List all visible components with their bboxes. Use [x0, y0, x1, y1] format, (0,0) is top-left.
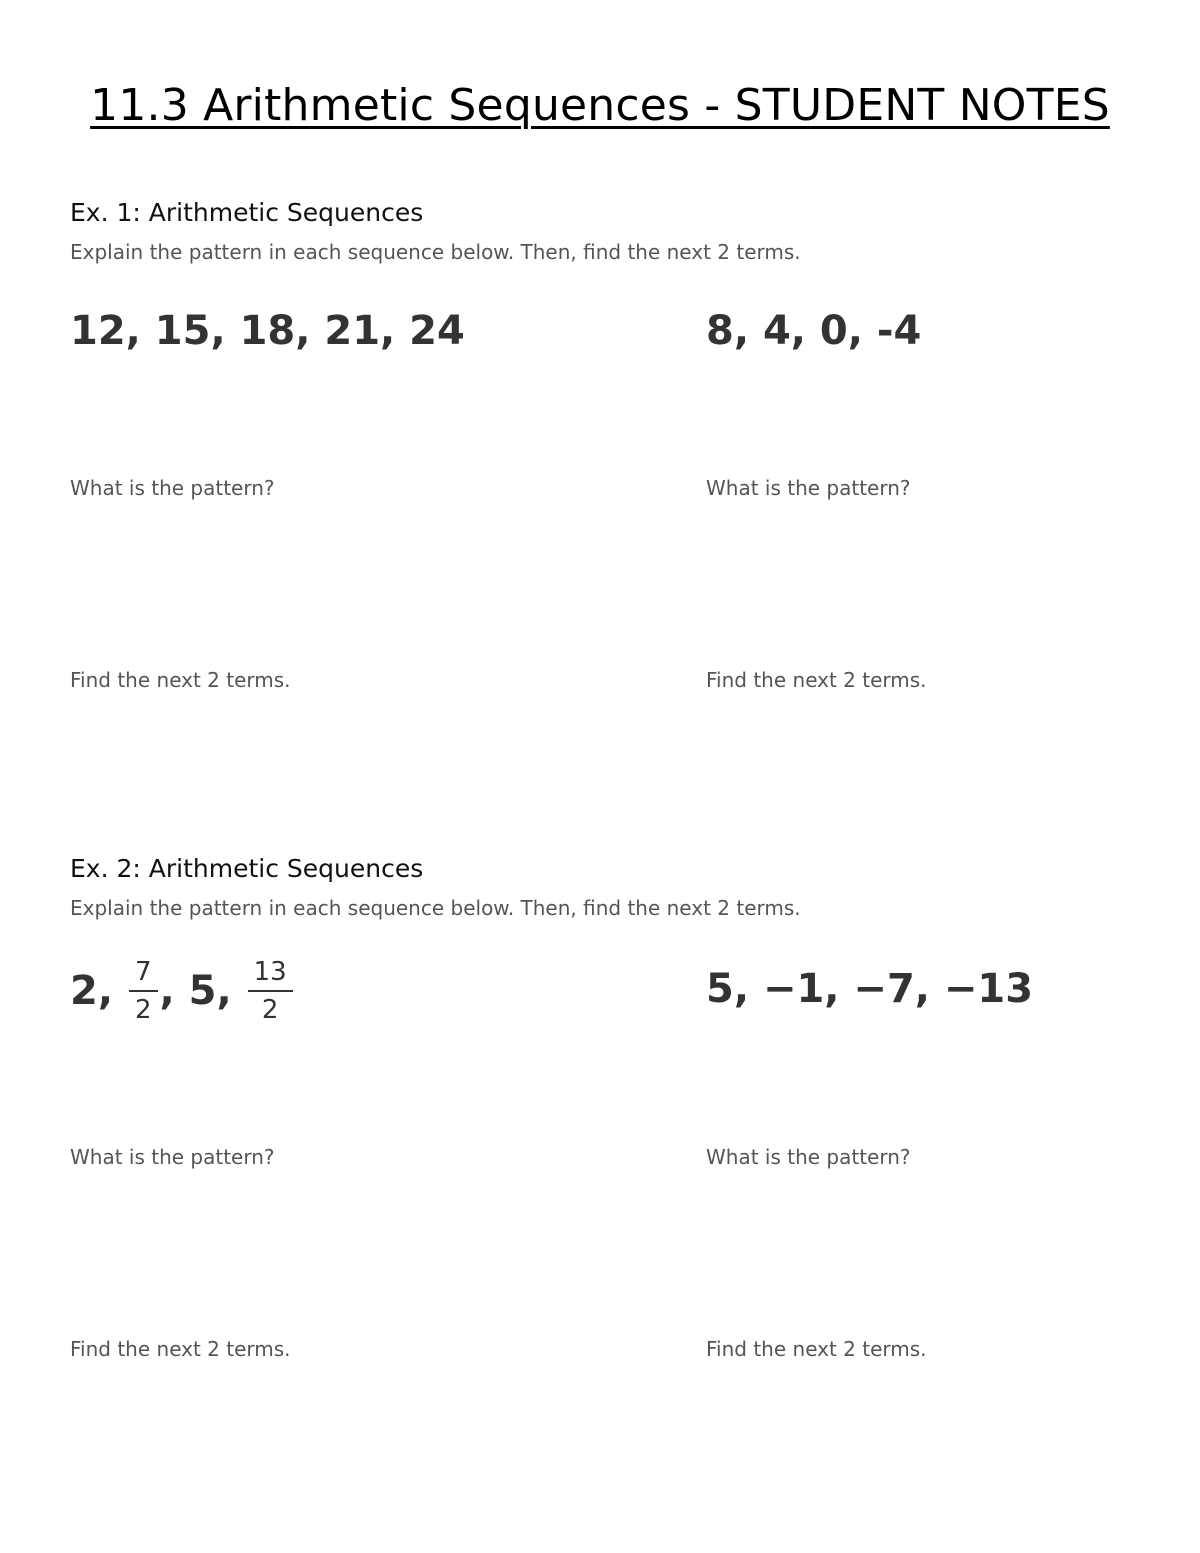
- ex2-fraction-2-numerator: 13: [248, 956, 293, 992]
- ex1-left-pattern-prompt: What is the pattern?: [70, 476, 275, 500]
- ex2-left-pattern-prompt: What is the pattern?: [70, 1145, 275, 1169]
- ex1-heading: Ex. 1: Arithmetic Sequences: [70, 198, 424, 227]
- ex2-fraction-1-numerator: 7: [129, 956, 158, 992]
- ex2-instruction: Explain the pattern in each sequence below. Then, find the next 2 terms.: [70, 896, 801, 920]
- ex2-term-3: , 5,: [159, 968, 232, 1014]
- ex2-heading: Ex. 2: Arithmetic Sequences: [70, 854, 424, 883]
- ex1-right-next-prompt: Find the next 2 terms.: [706, 668, 927, 692]
- page-title: 11.3 Arithmetic Sequences - STUDENT NOTES: [90, 80, 1110, 131]
- ex1-left-next-prompt: Find the next 2 terms.: [70, 668, 291, 692]
- ex1-right-pattern-prompt: What is the pattern?: [706, 476, 911, 500]
- ex2-term-1: 2,: [70, 968, 114, 1014]
- ex2-left-next-prompt: Find the next 2 terms.: [70, 1337, 291, 1361]
- ex2-right-sequence: 5, −1, −7, −13: [706, 966, 1034, 1012]
- ex2-right-next-prompt: Find the next 2 terms.: [706, 1337, 927, 1361]
- ex1-left-sequence: 12, 15, 18, 21, 24: [70, 308, 465, 354]
- ex2-fraction-1-denominator: 2: [134, 995, 152, 1025]
- ex2-right-pattern-prompt: What is the pattern?: [706, 1145, 911, 1169]
- ex2-fraction-1: [129, 956, 158, 1026]
- ex1-instruction: Explain the pattern in each sequence below. Then, find the next 2 terms.: [70, 240, 801, 264]
- ex2-fraction-2-denominator: 2: [261, 995, 279, 1025]
- ex2-fraction-2: [248, 956, 293, 1026]
- ex2-left-sequence: [70, 956, 295, 1026]
- ex1-right-sequence: 8, 4, 0, -4: [706, 308, 922, 354]
